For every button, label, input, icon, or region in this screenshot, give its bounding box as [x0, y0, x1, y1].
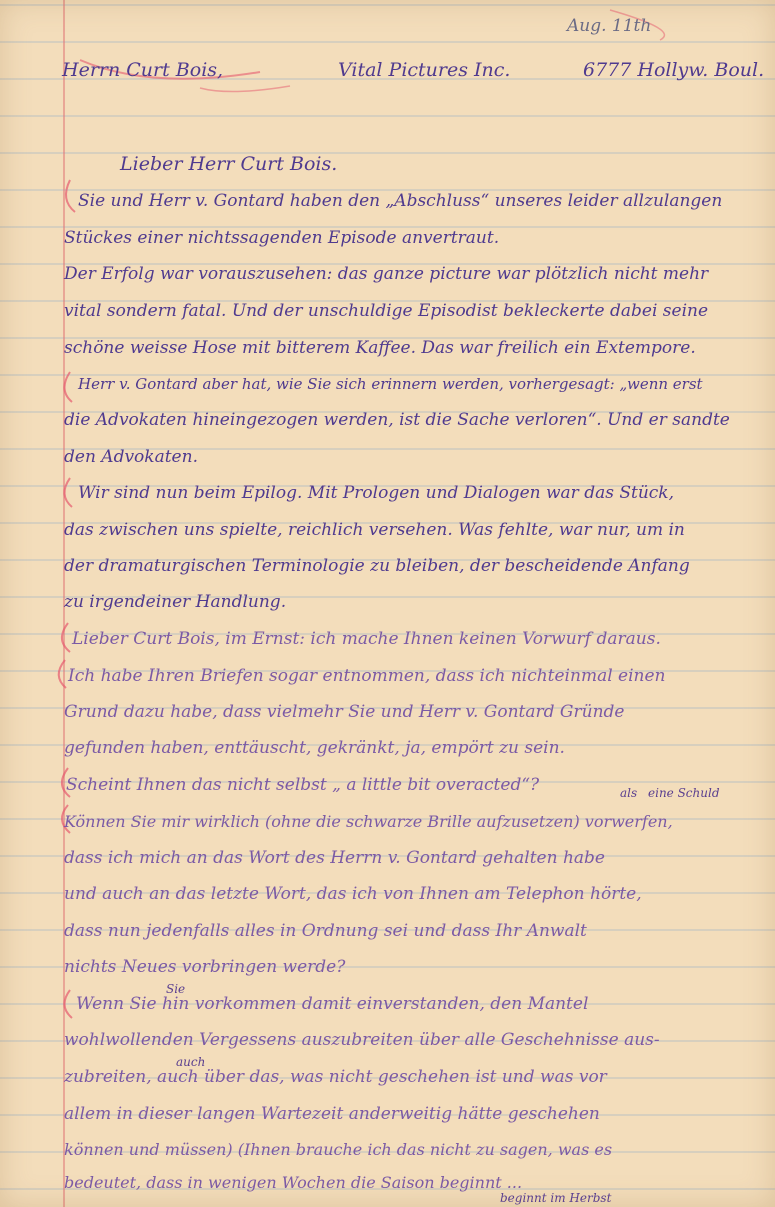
letter-line: vital sondern fatal. Und der unschuldige Episodist bekleckerte dabei seine: [64, 301, 709, 321]
letter-line: das zwischen uns spielte, reichlich versehen. Was fehlte, war nur, um in: [64, 520, 685, 540]
letter-line: Stückes einer nichtssagenden Episode anvertraut.: [64, 228, 500, 248]
letter-line: dass nun jedenfalls alles in Ordnung sei und dass Ihr Anwalt: [64, 921, 587, 941]
letter-line: Sie und Herr v. Gontard haben den „Abschluss“ unseres leider allzulangen: [78, 191, 723, 211]
salutation-line: [0, 146, 775, 182]
letter-line: der dramaturgischen Terminologie zu bleiben, der bescheidende Anfang: [64, 556, 690, 576]
letter-line: bedeutet, dass in wenigen Wochen die Saison beginnt ...: [64, 1173, 523, 1192]
letter-line: und auch an das letzte Wort, das ich von Ihnen am Telephon hörte,: [64, 884, 642, 904]
company-name: Vital Pictures Inc.: [338, 59, 511, 81]
date-annotation: Aug. 11th: [567, 16, 652, 36]
letter-line: Scheint Ihnen das nicht selbst „ a little bit overacted“?: [66, 775, 540, 795]
insertion-auch: auch: [176, 1055, 206, 1069]
letter-line: schöne weisse Hose mit bitterem Kaffee. Das war freilich ein Extempore.: [64, 338, 696, 358]
insertion-beginnt: beginnt im Herbst: [500, 1191, 612, 1205]
letter-line: zubreiten, auch über das, was nicht geschehen ist und was vor: [64, 1067, 607, 1087]
letter-line: den Advokaten.: [64, 447, 198, 467]
insertion-als: als: [620, 786, 638, 800]
insertion-sie: Sie: [166, 982, 186, 996]
letter-line: dass ich mich an das Wort des Herrn v. Gontard gehalten habe: [64, 848, 605, 868]
letter-line: wohlwollenden Vergessens auszubreiten über alle Geschehnisse aus-: [64, 1030, 660, 1050]
letter-line: Können Sie mir wirklich (ohne die schwarze Brille aufzusetzen) vorwerfen,: [64, 812, 673, 831]
header-line: [0, 52, 775, 88]
letter-line: allem in dieser langen Wartezeit anderweitig hätte geschehen: [64, 1104, 600, 1124]
letter-line: Ich habe Ihren Briefen sogar entnommen, dass ich nichteinmal einen: [68, 666, 666, 686]
letter-line: die Advokaten hineingezogen werden, ist die Sache verloren“. Und er sandte: [64, 410, 730, 430]
salutation: Lieber Herr Curt Bois.: [120, 153, 338, 175]
letter-line: Lieber Curt Bois, im Ernst: ich mache Ihnen keinen Vorwurf daraus.: [72, 629, 661, 649]
addressee: Herrn Curt Bois,: [62, 59, 224, 81]
letter-line: Der Erfolg war vorauszusehen: das ganze picture war plötzlich nicht mehr: [64, 264, 709, 284]
letter-line: Herr v. Gontard aber hat, wie Sie sich erinnern werden, vorhergesagt: „wenn erst: [78, 375, 703, 393]
company-address: 6777 Hollyw. Boul.: [583, 59, 765, 81]
letter-line: gefunden haben, enttäuscht, gekränkt, ja, empört zu sein.: [64, 738, 565, 758]
insertion-eine-schuld: eine Schuld: [648, 786, 720, 800]
letter-line: nichts Neues vorbringen werde?: [64, 957, 346, 977]
letter-line: Grund dazu habe, dass vielmehr Sie und Herr v. Gontard Gründe: [64, 702, 625, 722]
letter-line: können und müssen) (Ihnen brauche ich das nicht zu sagen, was es: [64, 1140, 613, 1159]
letter-line: Wir sind nun beim Epilog. Mit Prologen und Dialogen war das Stück,: [78, 483, 674, 503]
letter-line: zu irgendeiner Handlung.: [64, 592, 287, 612]
letter-line: Wenn Sie hin vorkommen damit einverstanden, den Mantel: [76, 994, 589, 1014]
